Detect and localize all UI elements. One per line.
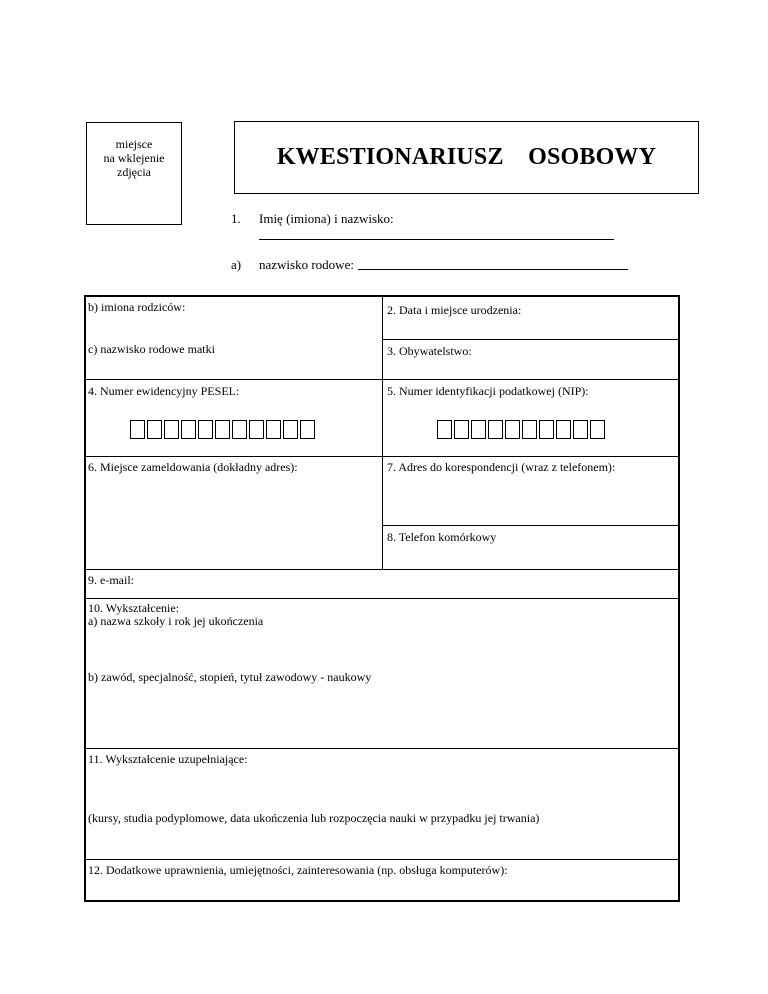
row-divider-right-1 (382, 339, 678, 340)
full-name-line[interactable] (259, 239, 614, 240)
mobile-phone-label: 8. Telefon komórkowy (387, 530, 497, 544)
row-divider-2 (86, 379, 678, 380)
pesel-digit-box[interactable] (300, 420, 315, 439)
q1a-number: a) (231, 257, 242, 272)
citizenship-label: 3. Obywatelstwo: (387, 344, 472, 358)
nip-digit-box[interactable] (505, 420, 520, 439)
nip-label: 5. Numer identyfikacji podatkowej (NIP): (387, 384, 589, 398)
additional-skills-label: 12. Dodatkowe uprawnienia, umiejętności, zainteresowania (np. obsługa komputerów): (88, 863, 508, 877)
email-label: 9. e-mail: (88, 573, 134, 587)
education-title-label: 10. Wykształcenie: (88, 601, 180, 615)
title-box (234, 121, 699, 194)
nip-digit-box[interactable] (573, 420, 588, 439)
form-table (84, 295, 680, 902)
correspondence-address-label: 7. Adres do korespondencji (wraz z telefonem): (387, 460, 616, 474)
row-divider-right-4 (382, 525, 678, 526)
row-divider-7 (86, 748, 678, 749)
pesel-digit-box[interactable] (232, 420, 247, 439)
parents-names-label: b) imiona rodziców: (88, 300, 186, 314)
nip-digit-box[interactable] (522, 420, 537, 439)
birth-date-place-label: 2. Data i miejsce urodzenia: (387, 303, 522, 317)
nip-digit-box[interactable] (437, 420, 452, 439)
mother-maiden-name-label: c) nazwisko rodowe matki (88, 342, 215, 356)
nip-digit-box[interactable] (539, 420, 554, 439)
q1-label: Imię (imiona) i nazwisko: (259, 211, 394, 226)
nip-digit-boxes (437, 420, 605, 439)
page-title: KWESTIONARIUSZ OSOBOWY (276, 144, 657, 170)
photo-placeholder-line3: zdjęcia (117, 165, 151, 179)
education-school-label: a) nazwa szkoły i rok jej ukończenia (88, 614, 264, 628)
photo-placeholder (86, 122, 182, 225)
pesel-label: 4. Numer ewidencyjny PESEL: (88, 384, 240, 398)
nip-digit-box[interactable] (590, 420, 605, 439)
pesel-digit-box[interactable] (249, 420, 264, 439)
photo-placeholder-line2: na wklejenie (103, 151, 165, 165)
photo-placeholder-line1: miejsce (115, 137, 153, 151)
pesel-digit-boxes (130, 420, 315, 439)
row-divider-8 (86, 859, 678, 860)
nip-digit-box[interactable] (454, 420, 469, 439)
column-divider (382, 297, 383, 570)
supplementary-education-label: 11. Wykształcenie uzupełniające: (88, 752, 248, 766)
nip-digit-box[interactable] (556, 420, 571, 439)
row-divider-5 (86, 569, 678, 570)
pesel-digit-box[interactable] (130, 420, 145, 439)
pesel-digit-box[interactable] (283, 420, 298, 439)
maiden-name-line[interactable] (358, 269, 628, 270)
q1a-label: nazwisko rodowe: (259, 257, 354, 272)
education-profession-label: b) zawód, specjalność, stopień, tytuł zawodowy - naukowy (88, 670, 372, 684)
pesel-digit-box[interactable] (164, 420, 179, 439)
nip-digit-box[interactable] (471, 420, 486, 439)
q1-number: 1. (231, 211, 241, 226)
pesel-digit-box[interactable] (266, 420, 281, 439)
pesel-digit-box[interactable] (147, 420, 162, 439)
supplementary-education-note: (kursy, studia podyplomowe, data ukończenia lub rozpoczęcia nauki w przypadku jej trwania) (88, 811, 540, 825)
registered-address-label: 6. Miejsce zameldowania (dokładny adres): (88, 460, 298, 474)
pesel-digit-box[interactable] (215, 420, 230, 439)
row-divider-3 (86, 456, 678, 457)
pesel-digit-box[interactable] (181, 420, 196, 439)
row-divider-6 (86, 598, 678, 599)
nip-digit-box[interactable] (488, 420, 503, 439)
pesel-digit-box[interactable] (198, 420, 213, 439)
